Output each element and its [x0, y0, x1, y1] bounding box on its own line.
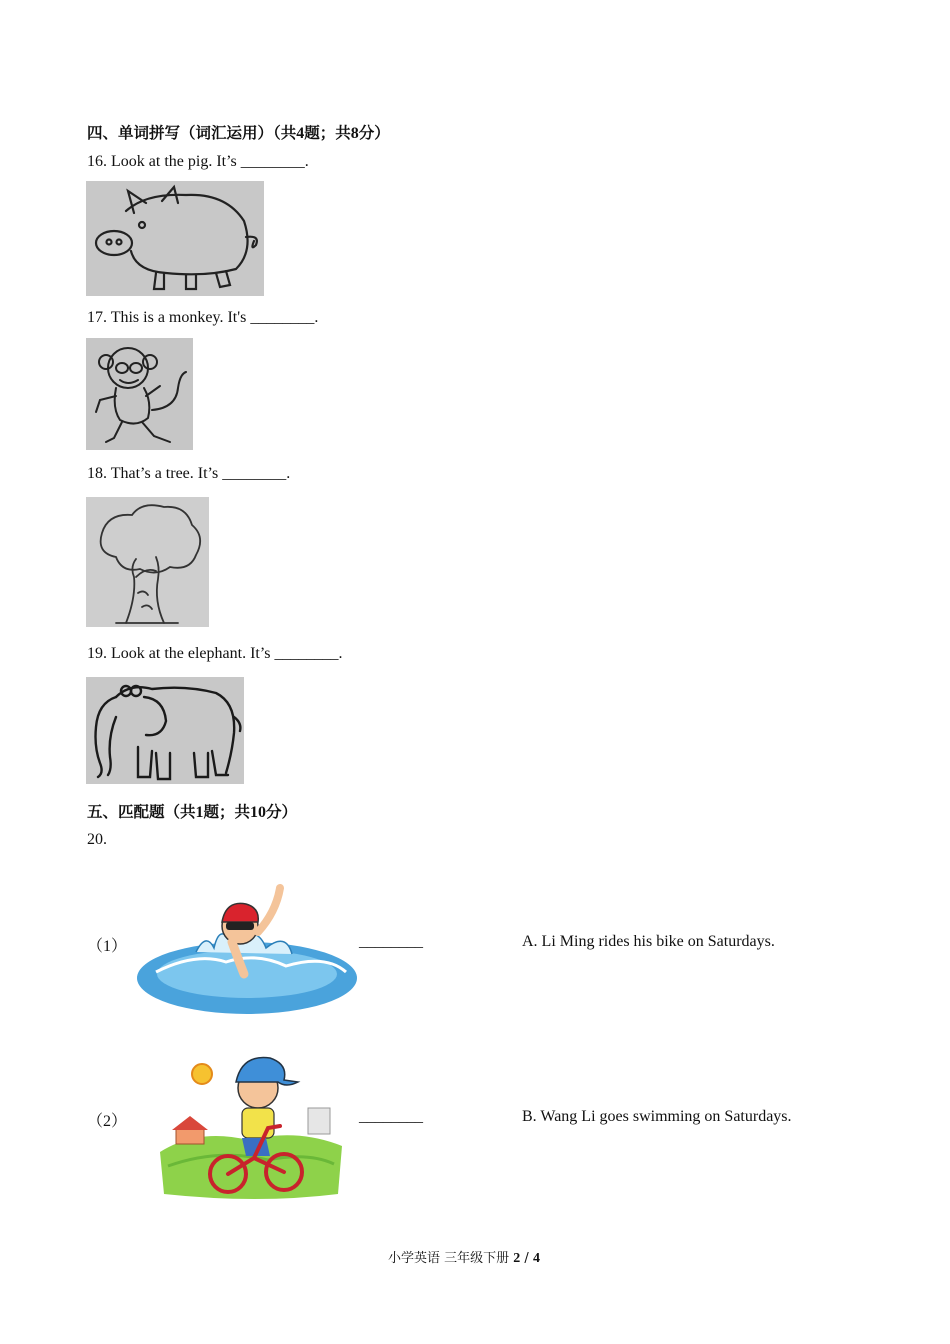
- section4-heading: 四、单词拼写（词汇运用）（共4题；共8分）: [87, 124, 390, 142]
- tree-drawing: [86, 497, 209, 627]
- match-item-1-blank[interactable]: ________: [359, 933, 423, 950]
- footer-separator: /: [524, 1251, 529, 1266]
- elephant-drawing: [86, 677, 244, 784]
- footer-text: 小学英语 三年级下册: [388, 1251, 510, 1266]
- footer-total-pages: 4: [532, 1251, 540, 1266]
- match-item-1-label: （1）: [87, 938, 128, 955]
- question-20-number: 20.: [87, 831, 107, 848]
- section5-heading: 五、匹配题（共1题；共10分）: [87, 803, 298, 821]
- monkey-drawing: [86, 338, 193, 450]
- cycling-boy-picture: [158, 1048, 344, 1200]
- match-item-2-label: （2）: [87, 1113, 128, 1130]
- question-18-text: 18. That’s a tree. It’s ________.: [87, 465, 291, 482]
- footer-page-number: 2: [513, 1251, 521, 1266]
- match-option-a: A. Li Ming rides his bike on Saturdays.: [522, 933, 775, 950]
- pig-drawing: [86, 181, 264, 296]
- match-option-b: B. Wang Li goes swimming on Saturdays.: [522, 1108, 792, 1125]
- question-17-text: 17. This is a monkey. It's ________.: [87, 309, 319, 326]
- question-19-text: 19. Look at the elephant. It’s ________.: [87, 645, 343, 662]
- match-item-2-blank[interactable]: ________: [359, 1108, 423, 1125]
- swimming-boy-picture: [136, 882, 358, 1014]
- page-footer: [388, 1247, 540, 1267]
- question-16-text: 16. Look at the pig. It’s ________.: [87, 153, 309, 170]
